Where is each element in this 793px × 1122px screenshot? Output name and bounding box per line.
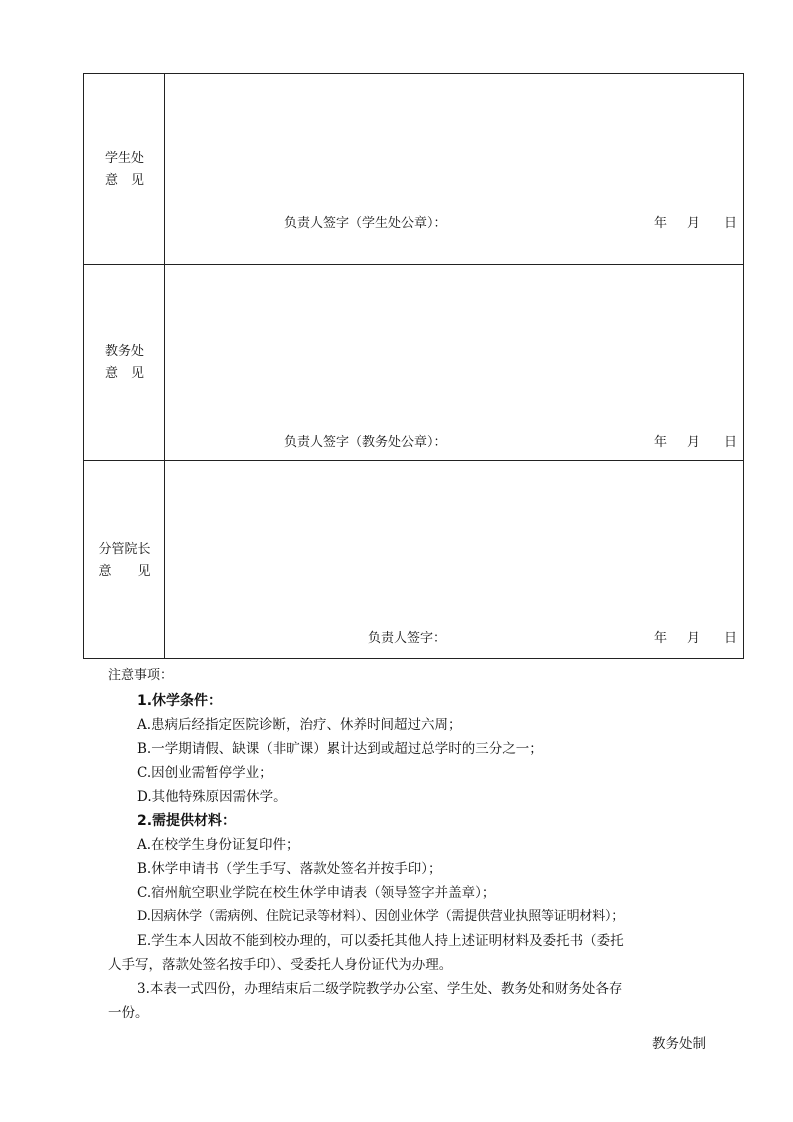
day-label: 日 [724,216,738,231]
issuer-footer: 教务处制 [652,1036,706,1052]
section2-item-e-line2: 人手写，落款处签名按手印）、受委托人身份证代为办理。 [108,957,453,973]
section2-item-e-line1: E.学生本人因故不能到校办理的，可以委托其他人持上述证明材料及委托书（委托 [137,933,624,949]
row-label-line1: 教务处 [104,344,144,359]
signature-label: 负责人签字： [368,631,447,646]
year-label: 年 [654,216,668,231]
section2-title: 2.需提供材料： [137,813,237,829]
year-label: 年 [654,435,668,450]
month-label: 月 [687,216,701,231]
row-label-line2: 意 见 [98,564,151,579]
section1-title: 1.休学条件： [137,693,223,709]
day-label: 日 [724,435,738,450]
signature-label: 负责人签字（学生处公章）： [284,216,447,231]
row-label-line1: 学生处 [104,151,144,166]
item3-line1: 3.本表一式四份，办理结束后二级学院教学办公室、学生处、教务处和财务处各存 [137,981,623,997]
section1-item-c: C.因创业需暂停学业； [137,765,273,781]
section1-item-d: D.其他特殊原因需休学。 [137,789,287,805]
signature-label: 负责人签字（教务处公章）： [284,435,447,450]
section2-item-b: B.休学申请书（学生手写、落款处签名并按手印）； [137,861,442,877]
month-label: 月 [687,435,701,450]
row-label-line2: 意 见 [104,173,144,188]
item3-line2: 一份。 [108,1005,149,1021]
row-label-line2: 意 见 [104,366,144,381]
year-label: 年 [654,631,668,646]
section2-item-c: C.宿州航空职业学院在校生休学申请表（领导签字并盖章）； [137,885,496,901]
month-label: 月 [687,631,701,646]
notes-heading: 注意事项： [108,668,174,683]
row-label-line1: 分管院长 [98,542,151,557]
section2-item-d: D.因病休学（需病例、住院记录等材料）、因创业休学（需提供营业执照等证明材料）； [137,909,625,924]
section1-item-a: A.患病后经指定医院诊断，治疗、休养时间超过六周； [137,717,462,733]
section2-item-a: A.在校学生身份证复印件； [137,837,300,853]
section1-item-b: B.一学期请假、缺课（非旷课）累计达到或超过总学时的三分之一； [137,741,543,757]
day-label: 日 [724,631,738,646]
